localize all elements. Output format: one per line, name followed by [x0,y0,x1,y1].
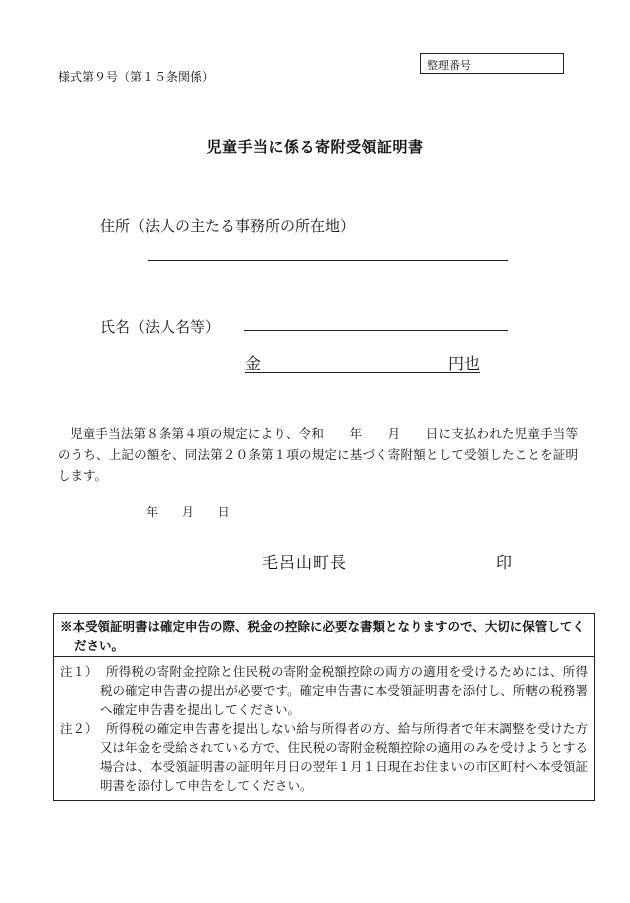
name-field-line[interactable] [244,330,508,331]
reference-number-box[interactable] [420,53,564,74]
name-label: 氏名（法人名等） [100,318,221,336]
seal-mark: 印 [496,553,513,572]
address-field-line[interactable] [148,260,508,261]
certification-text: 児童手当法第８条第４項の規定により、令和 年 月 日に支払われた児童手当等のうち、上記の額を、同法第２０条第１項の規定に基づく寄附額として受領したことを証明します。 [58,426,578,483]
note-2-label: 注２） [60,721,98,736]
amount-suffix: 円也 [447,354,480,373]
note-1 [60,662,588,719]
address-label: 住所（法人の主たる事務所の所在地） [100,217,356,235]
notice-heading: ※本受領証明書は確定申告の際、税金の控除に必要な書類となりますので、大切に保管してください。 [54,614,594,657]
notice-box [53,613,595,801]
issuer-name: 毛呂山町長 [262,553,348,572]
issue-date: 年 月 日 [146,505,230,519]
note-2-text: 所得税の確定申告書を提出しない給与所得者の方、給与所得者で年末調整を受けた方又は年金を受給されている方で、住民税の寄附金税額控除の適用のみを受けようとする場合は、本受領証明書の証明年月日の翌年１月１日現在お住まいの市区町村へ本受領証明書を添付して申告をしてください。 [100,721,588,793]
document-title: 児童手当に係る寄附受領証明書 [206,138,424,156]
reference-number-label: 整理番号 [427,59,471,72]
amount-field[interactable] [245,351,480,373]
form-number: 様式第９号（第１５条関係） [58,70,215,84]
note-1-text: 所得税の寄附金控除と住民税の寄附金税額控除の両方の適用を受けるためには、所得税の確定申告書の提出が必要です。確定申告書に本受領証明書を添付し、所轄の税務署へ確定申告書を提出してください。 [100,664,588,717]
note-2 [60,719,588,795]
note-1-label: 注１） [60,664,98,679]
amount-prefix: 金 [245,354,262,373]
